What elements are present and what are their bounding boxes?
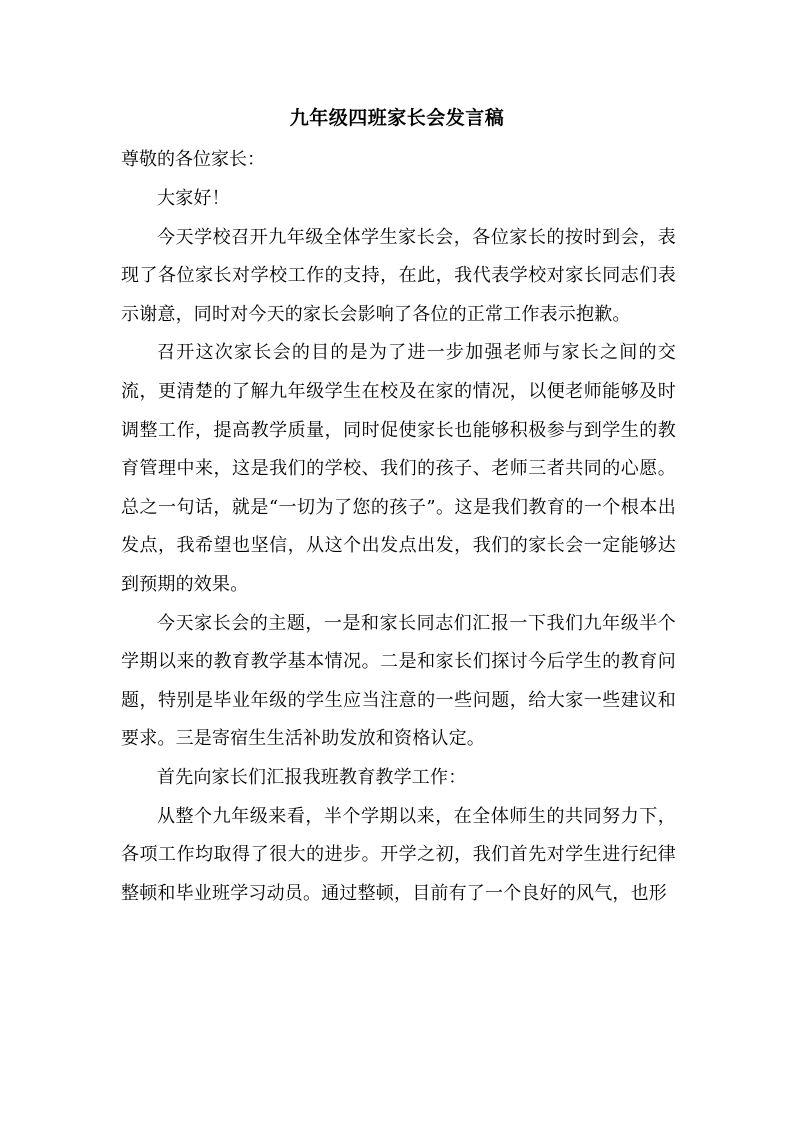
paragraph-report-intro: 首先向家长们汇报我班教育教学工作： (157, 766, 467, 788)
paragraph-greeting: 大家好！ (157, 188, 230, 209)
paragraph-purpose: 召开这次家长会的目的是为了进一步加强老师与家长之间的交流，更清楚的了解九年级学生在校及在家的情况，以便老师能够及时调整工作，提高教学质量，同时促使家长也能够积极参与到学生的教育管理中来，这是我们的学校、我们的孩子、老师三者共同的心愿。总之一句话，就是“一切为了您的孩子”。这是我们教育的一个根本出发点，我希望也坚信，从这个出发点出发，我们的家长会一定能够达到预期的效果。 (121, 342, 676, 595)
paragraph-thanks: 今天学校召开九年级全体学生家长会，各位家长的按时到会，表现了各位家长对学校工作的支持，在此，我代表学校对家长同志们表示谢意，同时对今天的家长会影响了各位的正常工作表示抱歉。 (121, 226, 676, 325)
salutation: 尊敬的各位家长： (121, 149, 265, 170)
document-title: 九年级四班家长会发言稿 (289, 107, 505, 129)
document-body (121, 180, 676, 913)
paragraph-progress: 从整个九年级来看，半个学期以来，在全体师生的共同努力下，各项工作均取得了很大的进步。开学之初，我们首先对学生进行纪律整顿和毕业班学习动员。通过整顿，目前有了一个良好的风气，也形 (121, 805, 676, 904)
paragraph-theme: 今天家长会的主题，一是和家长同志们汇报一下我们九年级半个学期以来的教育教学基本情况。二是和家长们探讨今后学生的教育问题，特别是毕业年级的学生应当注意的一些问题，给大家一些建议和要求。三是寄宿生生活补助发放和资格认定。 (121, 612, 676, 750)
